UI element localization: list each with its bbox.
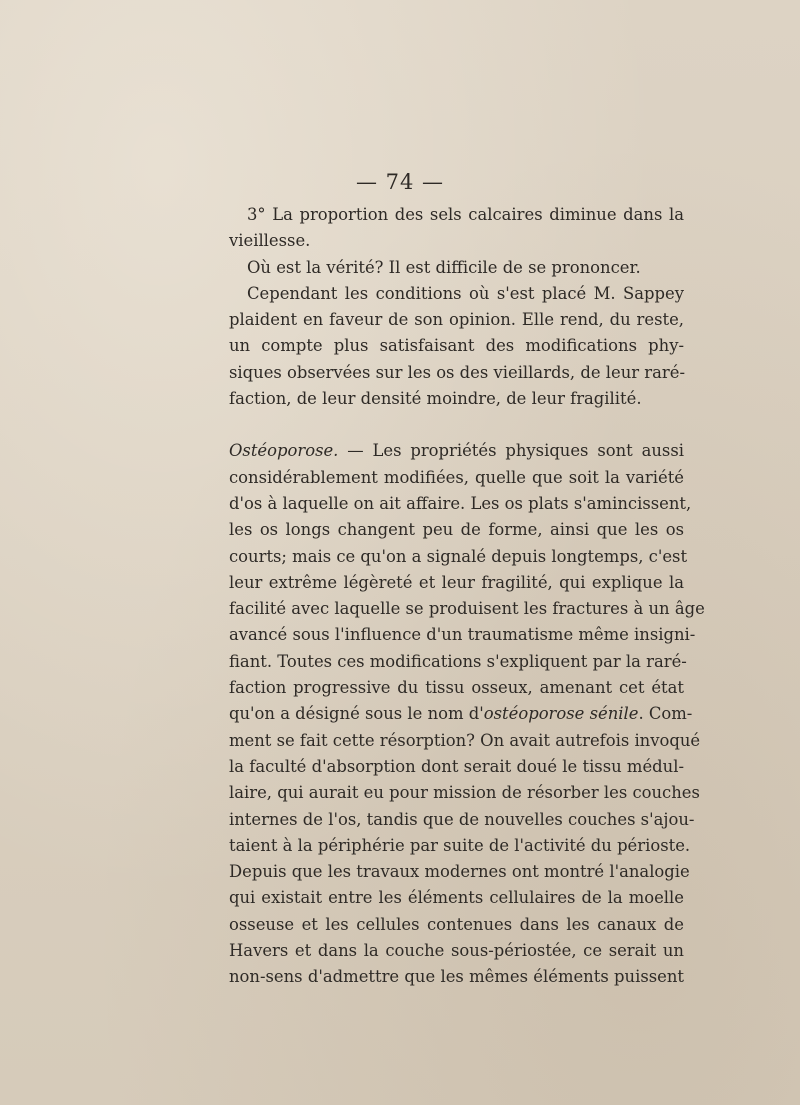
text-line: internes de l'os, tandis que de nouvelles couches s'ajou- <box>229 809 695 829</box>
text-line: ment se fait cette résorption? On avait autrefois invoqué <box>229 730 701 750</box>
text-line: avancé sous l'influence d'un traumatisme même insigni- <box>229 625 696 645</box>
text-line: plaident en faveur de son opinion. Elle rend, du reste, <box>229 310 684 330</box>
text-line: un compte plus satisfaisant des modifications phy- <box>229 336 684 356</box>
text-line: Havers et dans la couche sous-périostée, ce serait un <box>229 941 684 961</box>
text-line: Où est la vérité? Il est difficile de se prononcer. <box>247 257 641 277</box>
text-line: considérablement modifiées, quelle que soit la variété <box>229 467 684 487</box>
paragraph-gap <box>229 412 684 438</box>
text-line: faction progressive du tissu osseux, amenant cet état <box>229 678 684 698</box>
body-text <box>229 202 705 991</box>
text-line: 3° La proportion des sels calcaires diminue dans la <box>247 205 684 224</box>
text-line: Ostéoporose. — Les propriétés physiques sont aussi <box>229 441 684 461</box>
italic-term: ostéoporose sénile <box>483 704 639 724</box>
text-line: vieillesse. <box>229 231 311 251</box>
text-line: qui existait entre les éléments cellulaires de la moelle <box>229 888 684 908</box>
text-line: siques observées sur les os des vieillards, de leur raré- <box>229 362 685 382</box>
text-line: d'os à laquelle on ait affaire. Les os plats s'amincissent, <box>229 493 692 513</box>
text-line: Depuis que les travaux modernes ont montré l'analogie <box>229 862 690 882</box>
text-line: Cependant les conditions où s'est placé M. Sappey <box>247 283 684 303</box>
text-line: les os longs changent peu de forme, ainsi que les os <box>229 520 684 540</box>
section-heading: Ostéoporose. <box>229 441 339 461</box>
text-line: taient à la périphérie par suite de l'activité du périoste. <box>229 835 691 855</box>
text-line: faction, de leur densité moindre, de leur fragilité. <box>229 389 642 409</box>
text-line: courts; mais ce qu'on a signalé depuis longtemps, c'est <box>229 546 688 566</box>
page-number: — 74 — <box>355 170 445 194</box>
text-line: osseuse et les cellules contenues dans les canaux de <box>229 914 684 934</box>
text-line: leur extrême légèreté et leur fragilité, qui explique la <box>229 572 684 592</box>
text-line: laire, qui aurait eu pour mission de résorber les couches <box>229 783 700 803</box>
text-line: non-sens d'admettre que les mêmes éléments puissent <box>229 967 684 987</box>
text-line: fiant. Toutes ces modifications s'expliquent par la raré- <box>229 651 687 671</box>
text-line: la faculté d'absorption dont serait doué le tissu médul- <box>229 756 684 776</box>
text-line: facilité avec laquelle se produisent les fractures à un âge <box>229 599 705 619</box>
text-line: qu'on a désigné sous le nom d'ostéoporose sénile. Com- <box>229 704 693 724</box>
